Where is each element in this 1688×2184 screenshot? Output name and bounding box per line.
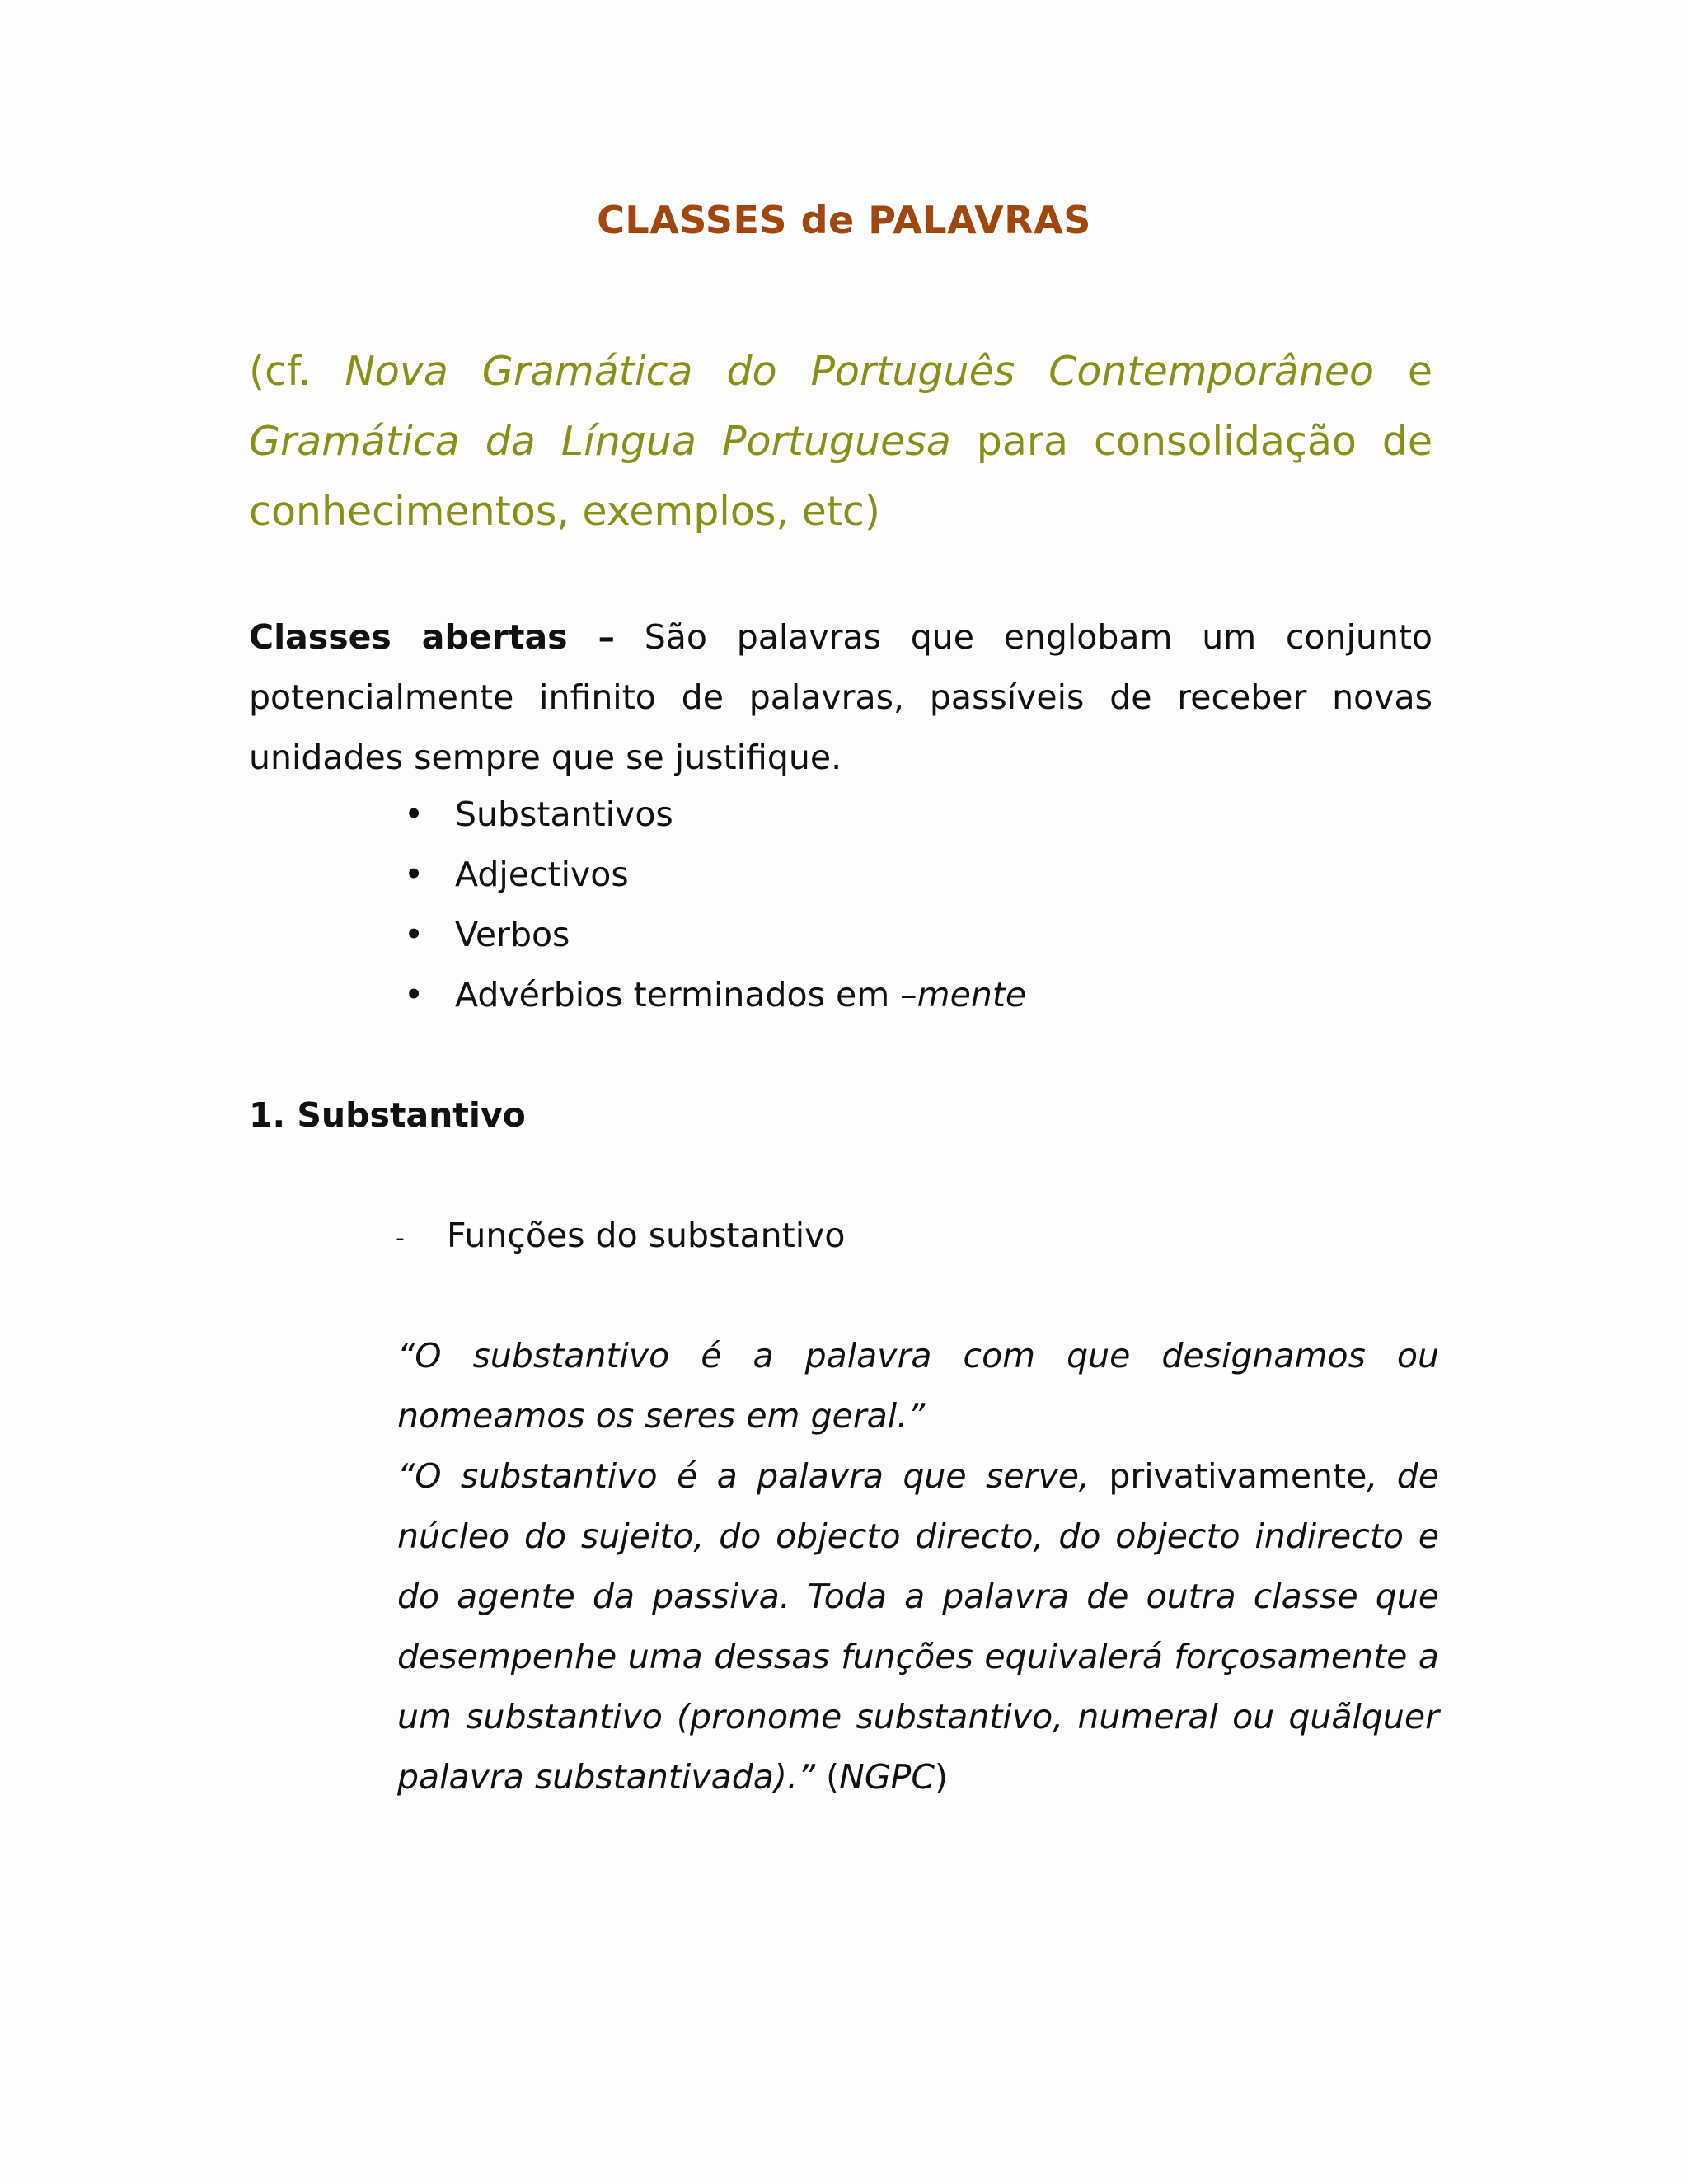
page-title: CLASSES de PALAVRAS [597, 198, 1091, 242]
bullet-icon: • [404, 975, 424, 1015]
list-item: • Verbos [404, 905, 1026, 965]
list-item: • Advérbios terminados em –mente [404, 965, 1026, 1025]
reference-line-2: Gramática da Língua Portuguesa para consolidação de [249, 418, 1433, 465]
dash-icon: - [396, 1223, 405, 1253]
list-item: • Substantivos [404, 785, 1026, 845]
definition-quote-1: “O substantivo é a palavra com que designamos ou nomeamos os seres em geral.” [397, 1336, 1439, 1436]
list-item: • Adjectivos [404, 845, 1026, 905]
open-classes-list [404, 785, 1026, 1025]
open-classes-label: Classes abertas – [249, 617, 615, 657]
source-citation: NGPC [839, 1757, 935, 1797]
bullet-icon: • [404, 915, 424, 954]
open-classes-line-2: potencialmente infinito de palavras, passíveis de receber novas [249, 677, 1432, 717]
open-classes-line-3: unidades sempre que se justifique. [249, 738, 842, 777]
bullet-icon: • [404, 855, 424, 894]
reference-note [249, 336, 1432, 546]
open-classes-line-1: Classes abertas – São palavras que englobam um conjunto [249, 617, 1432, 657]
definition-quote-2: “O substantivo é a palavra que serve, privativamente, de núcleo do sujeito, do objecto directo, do objecto indirecto e do agente da passiva. Toda a palavra de outra classe que desempenhe uma dessas funções equivalerá forçosamente a um substantivo (pronome substantivo, numeral ou quãlquer palavra substantivada).” (NGPC) [397, 1456, 1439, 1797]
reference-line-3: conhecimentos, exemplos, etc) [249, 488, 880, 535]
open-classes-paragraph [249, 607, 1432, 788]
section-subitem: - Funções do substantivo [396, 1206, 845, 1268]
section-heading: 1. Substantivo [249, 1095, 526, 1135]
reference-line-1: (cf. Nova Gramática do Português Contemporâneo e [249, 348, 1433, 395]
bullet-icon: • [404, 794, 424, 834]
